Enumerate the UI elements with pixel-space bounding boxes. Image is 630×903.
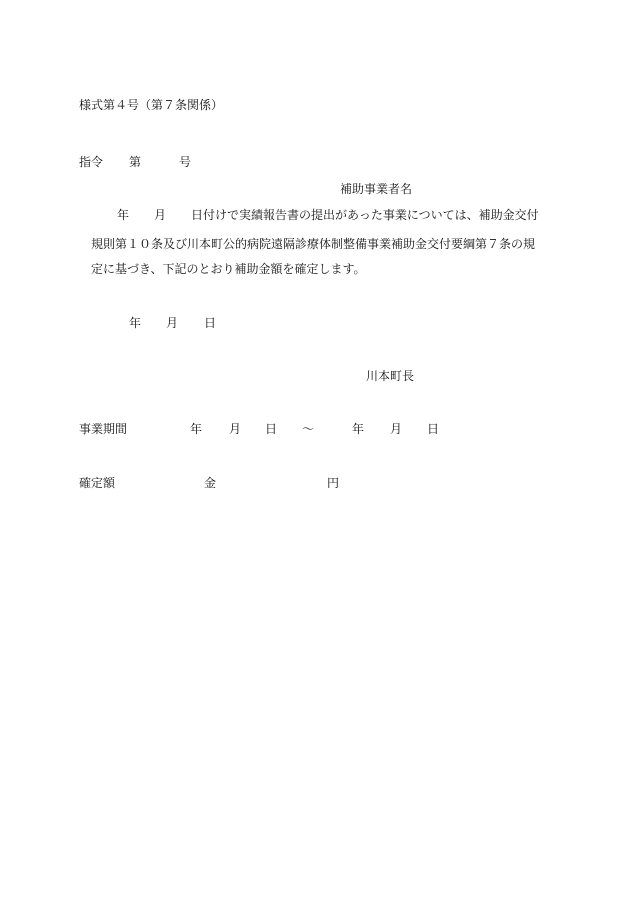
date-month: 月 bbox=[166, 316, 179, 330]
directive-shirei: 指令 bbox=[79, 155, 104, 169]
directive-dai: 第 bbox=[129, 155, 142, 169]
date-year: 年 bbox=[129, 316, 142, 330]
directive-gou: 号 bbox=[179, 155, 192, 169]
period-end-day: 日 bbox=[427, 422, 440, 436]
period-tilde: ～ bbox=[302, 422, 315, 436]
body-line1-year: 年 bbox=[117, 208, 130, 222]
period-start-year: 年 bbox=[190, 422, 203, 436]
period-end-month: 月 bbox=[390, 422, 403, 436]
period-start-day: 日 bbox=[265, 422, 278, 436]
period-start-month: 月 bbox=[229, 422, 242, 436]
amount-label: 確定額 bbox=[79, 476, 116, 490]
body-line3: 定に基づき、下記のとおり補助金額を確定します。 bbox=[91, 262, 366, 276]
period-label: 事業期間 bbox=[79, 422, 128, 436]
body-line1-month: 月 bbox=[154, 208, 167, 222]
amount-kin: 金 bbox=[204, 476, 217, 490]
date-day: 日 bbox=[204, 316, 217, 330]
amount-yen: 円 bbox=[327, 476, 340, 490]
body-line1-rest: 日付けで実績報告書の提出があった事業については、補助金交付 bbox=[191, 208, 539, 222]
body-line2: 規則第１０条及び川本町公的病院遠隔診療体制整備事業補助金交付要綱第７条の規 bbox=[91, 237, 536, 251]
recipient-label: 補助事業者名 bbox=[340, 182, 413, 196]
period-end-year: 年 bbox=[352, 422, 365, 436]
issuer-name: 川本町長 bbox=[366, 369, 415, 383]
form-number: 様式第４号（第７条関係） bbox=[79, 98, 224, 112]
